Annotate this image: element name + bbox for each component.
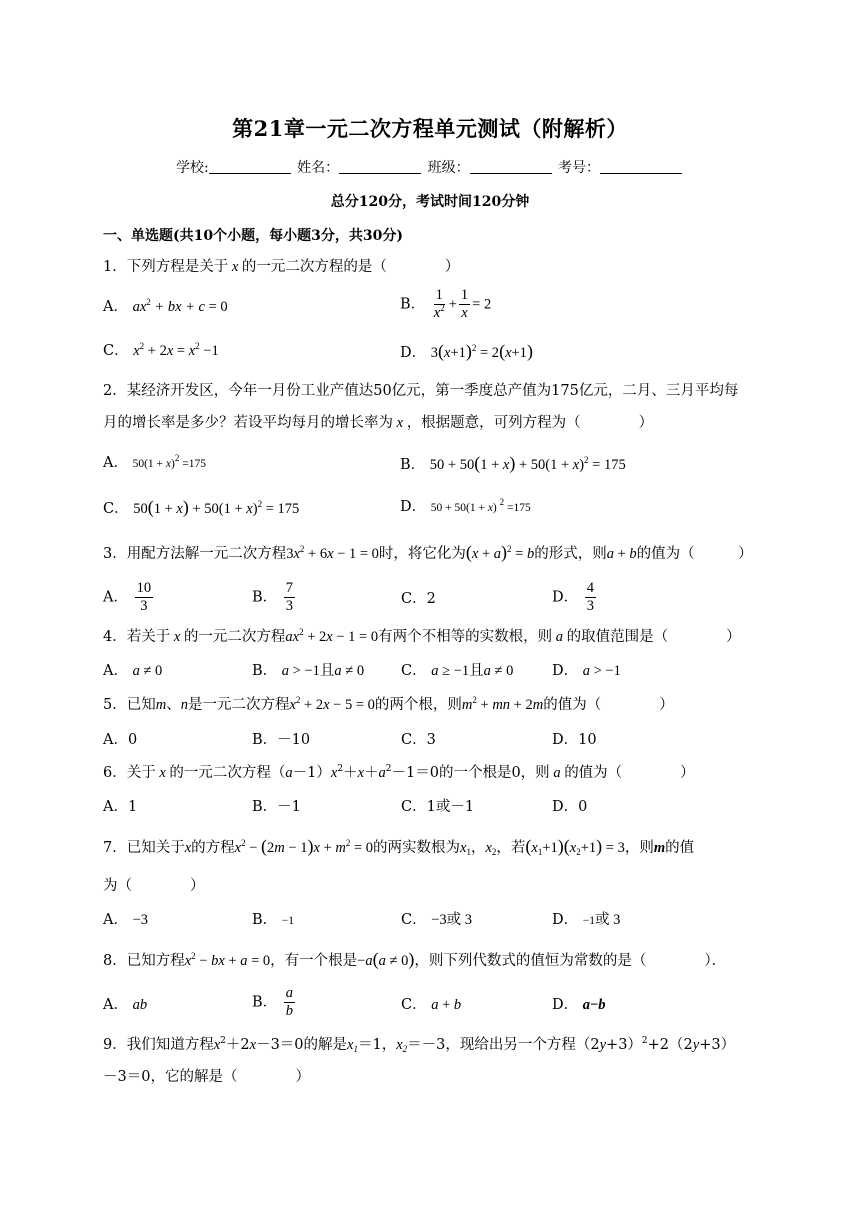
option-text: C．1或－1 xyxy=(401,799,475,815)
q3-option-a[interactable]: A． $\frac{10}{3}$ xyxy=(103,580,152,614)
q8-stem-b: ，有一个根是 xyxy=(270,953,358,969)
q7-option-b[interactable]: B． −1 xyxy=(252,912,295,928)
option-text: A．0 xyxy=(103,732,138,748)
q7-option-c[interactable]: C． −3或 3 xyxy=(401,912,473,928)
page-title: 第21章一元二次方程单元测试（附解析） xyxy=(232,116,628,141)
question-7: 7．已知关于x的方程$x^2 - (2m - 1)x + m^2 = 0$的两实数根为$x_1$，$x_2$，若$(x_1+1)(x_2+1) = 3$，则m的值 xyxy=(103,836,695,857)
q5-stem-c: 的两个根，则 xyxy=(374,697,462,713)
q4-option-c[interactable]: C． a ≥ −1且a ≠ 0 xyxy=(401,663,514,679)
option-text: D．10 xyxy=(552,732,597,748)
q8-option-c[interactable]: C． a + b xyxy=(401,997,462,1013)
or-word: 或 xyxy=(595,912,610,928)
q2-option-b[interactable]: B． $50 + 50(1 + x) + 50(1 + x)^2 = 175$ xyxy=(400,453,626,473)
q2-option-d[interactable]: D． 50 + 50(1 + x) $^2$ =175 xyxy=(400,497,531,515)
q8-option-b[interactable]: B． $\frac{a}{b}$ xyxy=(252,985,294,1019)
question-4: 4．若关于 x 的一元二次方程$ax^2 + 2x - 1 = 0$有两个不相等的实数根，则 a 的取值范围是（ ） xyxy=(103,627,741,645)
q9-line1e: +2（2 xyxy=(647,1037,693,1053)
option-letter: B． xyxy=(252,994,278,1011)
question-5: 5．已知m、n是一元二次方程$x^2 + 2x - 5 = 0$的两个根，则$m^2$ + mn + 2m的值为（ ） xyxy=(103,695,674,713)
option-letter: A． xyxy=(103,997,128,1013)
q7-line2: 为（ ） xyxy=(103,878,205,894)
school-blank[interactable] xyxy=(209,160,291,174)
q7-stem-e: ，则 xyxy=(624,840,654,856)
name-label: 姓名： xyxy=(297,160,340,176)
q5-stem-b: 是一元二次方程 xyxy=(187,697,290,713)
q5-option-d[interactable] xyxy=(552,730,597,750)
q5-stem-a: 5．已知 xyxy=(103,697,156,713)
q3-option-b[interactable]: B． $\frac{7}{3}$ xyxy=(252,580,294,614)
and-word: 且 xyxy=(469,663,484,679)
question-9-line2 xyxy=(103,1067,310,1087)
student-info-line xyxy=(0,157,860,177)
or-word: 或 xyxy=(446,912,462,928)
q2-line1: 2．某经济开发区，今年一月份工业产值达50亿元，第一季度总产值为175亿元，二月、三月平均每 xyxy=(103,383,739,399)
option-letter: A． xyxy=(103,455,128,471)
q3-stem-a: 3．用配方法解一元二次方程 xyxy=(103,546,287,562)
option-text: A．1 xyxy=(103,799,138,815)
question-9: 9．我们知道方程$x^2+2x-3=0$的解是$x_1=1$，$x_2=-3$，现给出另一个方程$(2y+3)^2+2(2y+3)$ xyxy=(103,1036,736,1054)
q8-stem-c: ，则下列代数式的值恒为常数的是（ ）． xyxy=(414,953,727,969)
question-2-line2: 月的增长率是多少？若设平均每月的增长率为 x ，根据题意，可列方程为（ ） xyxy=(103,415,654,431)
q7-option-a[interactable]: A． −3 xyxy=(103,912,149,928)
q4-option-d[interactable]: D． a > −1 xyxy=(552,663,621,679)
option-text: B．－10 xyxy=(252,732,311,748)
q2-line2b: ，根据题意，可列方程为（ ） xyxy=(406,415,654,431)
school-label: 学校: xyxy=(175,160,209,176)
q5-option-c[interactable] xyxy=(401,730,436,750)
option-letter: A． xyxy=(103,663,128,679)
question-6: 6．关于 x 的一元二次方程$(a-1)x^2+x+a^2-1=0$的一个根是0，则 a 的值为（ ） xyxy=(103,764,695,781)
q8-option-d[interactable]: D． a−b xyxy=(552,997,606,1013)
option-letter: B． xyxy=(400,296,426,313)
q6-stem-a: 6．关于 xyxy=(103,765,156,781)
q9-line1f: +3） xyxy=(699,1037,736,1053)
q3-stem-c: 的形式，则 xyxy=(534,546,607,562)
q5-option-a[interactable] xyxy=(103,730,137,750)
q7-stem-c: 的两实数根为 xyxy=(373,840,461,856)
q4-stem-a: 4．若关于 xyxy=(103,629,171,645)
q1-option-c[interactable]: C． $x^2 + 2x = x^2 -1$ xyxy=(103,341,219,359)
q7-stem-d: ，若 xyxy=(496,840,526,856)
option-text: D．0 xyxy=(552,799,588,815)
q6-option-a[interactable] xyxy=(103,797,137,817)
option-letter: B． xyxy=(400,457,426,473)
q8-option-a[interactable]: A． ab xyxy=(103,997,148,1013)
q9-line2: －3＝0，它的解是（ ） xyxy=(103,1069,310,1085)
q6-option-c[interactable] xyxy=(401,797,474,817)
total-score-line: 总分120分，考试时间120分钟 xyxy=(330,194,530,210)
q4-option-b[interactable]: B． a > −1且a ≠ 0 xyxy=(252,663,365,679)
option-letter: C． xyxy=(103,501,129,517)
option-letter: C． xyxy=(401,912,427,928)
question-1: 1．下列方程是关于 x 的一元二次方程的是（ ） xyxy=(103,259,460,275)
q5-stem-d: 的值为（ ） xyxy=(543,697,674,713)
option-letter: C． xyxy=(401,663,427,679)
option-letter: C． xyxy=(103,343,129,359)
q7-stem-a: 7．已知关于 xyxy=(103,840,185,856)
q4-stem-c: 有两个不相等的实数根，则 xyxy=(378,629,553,645)
q4-stem-d: 的取值范围是（ ） xyxy=(566,629,741,645)
q2-option-c[interactable]: C． $50(1 + x) + 50(1 + x)^2 = 175$ xyxy=(103,497,300,517)
q4-option-a[interactable]: A． a ≠ 0 xyxy=(103,663,163,679)
q1-option-d[interactable]: D． $3(x+1)^2 = 2(x+1)$ xyxy=(400,341,533,361)
question-8: 8．已知方程$x^2$ − bx + a = 0，有一个根是−a(a ≠ 0)，则下列代数式的值恒为常数的是（ ）． xyxy=(103,949,727,969)
q1-option-b[interactable]: B． $\frac{1}{x^2}$ + $\frac{1}{x}$ = 2 xyxy=(400,287,492,321)
q7-option-d[interactable]: D． −1或 3 xyxy=(552,912,621,928)
q2-option-a[interactable]: A． $50(1 + x)^2 =175$ xyxy=(103,453,206,471)
option-letter: D． xyxy=(552,589,579,606)
option-letter: B． xyxy=(252,912,278,928)
q1-option-a[interactable]: A． $ax^2$ + bx + c = 0 xyxy=(103,297,228,315)
option-letter: D． xyxy=(400,345,427,361)
q6-option-d[interactable] xyxy=(552,797,587,817)
option-letter: D． xyxy=(400,499,427,515)
q3-stem-d: 的值为（ ） xyxy=(636,546,753,562)
and-word: 且 xyxy=(319,663,335,679)
question-7-line2 xyxy=(103,876,205,896)
option-letter: A． xyxy=(103,589,128,606)
number-blank[interactable] xyxy=(600,160,682,174)
q6-stem-d: 的值为（ ） xyxy=(564,765,695,781)
q3-option-d[interactable]: D． $\frac{4}{3}$ xyxy=(552,580,594,614)
option-letter: D． xyxy=(552,912,579,928)
option-letter: C．2 xyxy=(401,591,436,607)
q8-stem-a: 8．已知方程 xyxy=(103,953,185,969)
q1-stem-end: 的一元二次方程的是（ ） xyxy=(241,259,460,275)
option-text: B．－1 xyxy=(252,799,301,815)
q9-line1d: +3） xyxy=(606,1037,642,1053)
question-3: 3．用配方法解一元二次方程$3x^2 + 6x - 1 = 0$时，将它化为$(x + a)^2 = b$的形式，则a + b的值为（ ） xyxy=(103,542,753,562)
class-blank[interactable] xyxy=(470,160,552,174)
q9-line1c: ，现给出另一个方程（2 xyxy=(445,1037,600,1053)
q3-stem-b: 时，将它化为 xyxy=(378,546,466,562)
question-2 xyxy=(103,381,738,401)
q6-stem-c: 的一个根是0，则 xyxy=(438,765,550,781)
option-text: C．3 xyxy=(401,732,436,748)
q7-stem-f: 的值 xyxy=(665,840,695,856)
section-heading: 一、单选题(共10个小题，每小题3分，共30分) xyxy=(103,228,403,244)
q2-line2a: 月的增长率是多少？若设平均每月的增长率为 xyxy=(103,415,393,431)
name-blank[interactable] xyxy=(339,160,421,174)
q9-line1a: 9．我们知道方程 xyxy=(103,1037,214,1053)
q5-option-b[interactable] xyxy=(252,730,310,750)
option-letter: B． xyxy=(252,663,278,679)
option-letter: A． xyxy=(103,912,128,928)
option-letter: A． xyxy=(103,299,128,315)
q4-stem-b: 的一元二次方程 xyxy=(183,629,286,645)
q9-line1b: 的解是 xyxy=(303,1037,348,1053)
q3-option-c[interactable] xyxy=(401,589,436,609)
q6-stem-b: 的一元二次方程（ xyxy=(169,765,286,781)
number-label: 考号： xyxy=(558,160,601,176)
option-letter: B． xyxy=(252,589,278,606)
option-letter: D． xyxy=(552,997,579,1013)
option-letter: C． xyxy=(401,997,427,1013)
q7-stem-b: 的方程 xyxy=(191,840,235,856)
class-label: 班级： xyxy=(427,160,470,176)
q6-option-b[interactable] xyxy=(252,797,301,817)
option-letter: D． xyxy=(552,663,579,679)
q1-stem: 1．下列方程是关于 xyxy=(103,259,229,275)
